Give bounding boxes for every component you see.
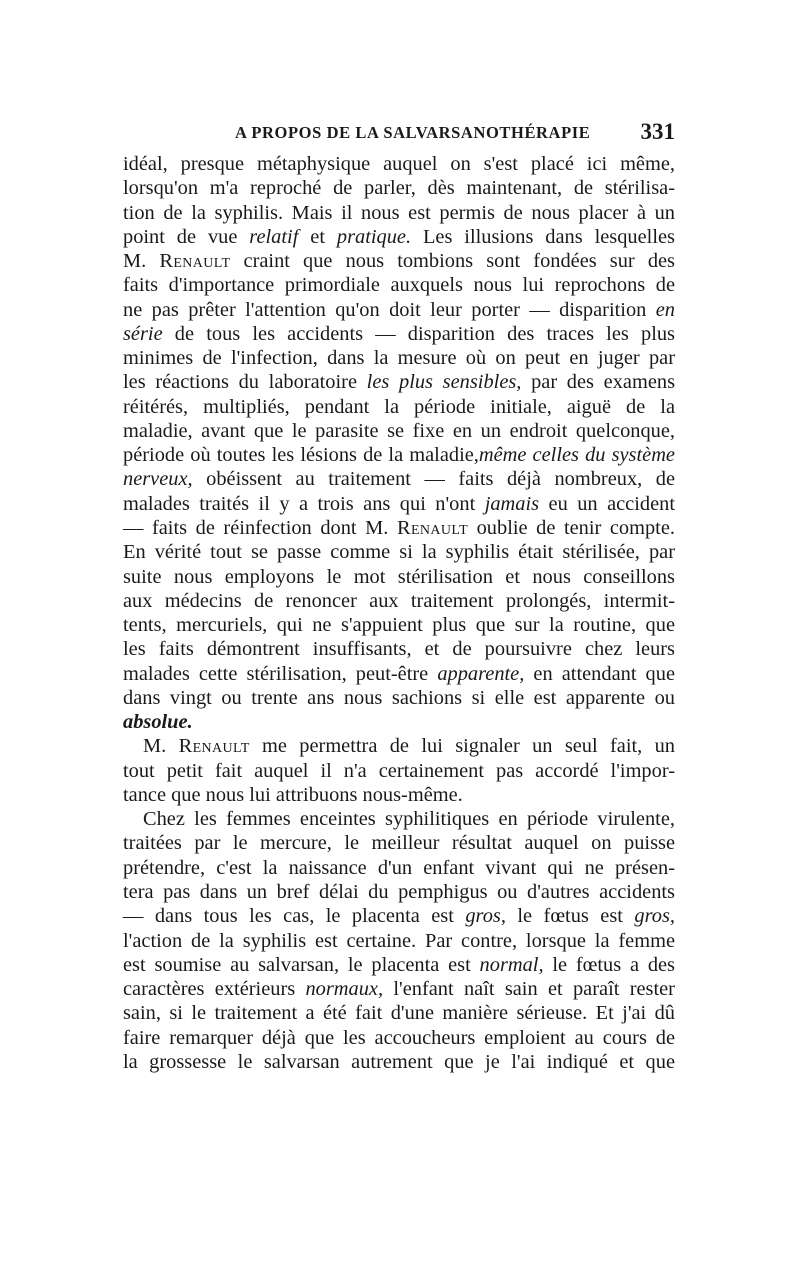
text-line: [123, 904, 675, 928]
text-run: M.: [123, 250, 160, 273]
italic-text: apparente,: [437, 662, 525, 685]
author-name: Renault: [159, 250, 231, 273]
text-line: tance que nous lui attribuons nous-même.: [123, 783, 463, 806]
text-run: de tous les accidents — disparition des traces les plus: [162, 322, 675, 345]
author-name: Renault: [178, 735, 250, 758]
running-title: A PROPOS DE LA SALVARSANOTHÉRAPIE: [235, 123, 591, 142]
italic-text: jamais: [484, 492, 540, 515]
text-line: faire remarquer déjà que les accoucheurs emploient au cours de: [123, 1026, 675, 1049]
text-line: [123, 322, 675, 346]
text-run: par des examens: [521, 371, 675, 394]
text-line: les faits démontrent insuffisants, et de poursuivre chez leurs: [123, 638, 675, 661]
italic-text: gros,: [465, 905, 506, 928]
italic-text: série: [123, 322, 163, 345]
text-line: En vérité tout se passe comme si la syphilis était stérilisée, par: [123, 541, 675, 564]
text-line: traitées par le mercure, le meilleur résultat auquel on puisse: [123, 832, 675, 855]
italic-text: même celles du système: [478, 444, 675, 467]
text-run: malades cette stérilisation, peut-être: [123, 662, 438, 685]
text-run: malades traités il y a trois ans qui n'ont: [123, 492, 485, 515]
text-run: est soumise au salvarsan, le placenta est: [123, 953, 480, 976]
text-line: [123, 516, 675, 540]
text-line: [123, 662, 675, 686]
text-line: idéal, presque métaphysique auquel on s'est placé ici même,: [123, 153, 675, 175]
text-line: [123, 225, 675, 249]
italic-text: normal,: [479, 953, 544, 976]
text-line: [123, 710, 675, 734]
text-run: ne pas prêter l'attention qu'on doit leur porter — disparition: [123, 298, 656, 321]
italic-text: relatif: [249, 225, 299, 248]
text-line: Chez les femmes enceintes syphilitiques en période virulente,: [143, 808, 675, 831]
italic-text: nerveux,: [123, 468, 193, 491]
text-run: le fœtus est: [505, 905, 635, 928]
text-run: — dans tous les cas, le placenta est: [123, 905, 466, 928]
text-line: aux médecins de renoncer aux traitement prolongés, intermit-: [123, 589, 675, 612]
text-line: faits d'importance primordiale auxquels nous lui reprochons de: [123, 274, 675, 297]
text-line: [123, 467, 675, 491]
text-line: minimes de l'infection, dans la mesure où on peut en juger par: [123, 347, 675, 370]
text-run: craint que nous tombions sont fondées sur des: [230, 250, 675, 273]
page-number: 331: [640, 119, 675, 144]
text-line: suite nous employons le mot stérilisation et nous conseillons: [123, 565, 675, 588]
text-line: [123, 953, 675, 977]
text-line: tion de la syphilis. Mais il nous est permis de nous placer à un: [123, 201, 675, 224]
bold-italic-text: absolue.: [123, 711, 193, 734]
italic-text: les plus sensibles,: [366, 371, 522, 394]
text-run: les réactions du laboratoire: [123, 371, 367, 394]
text-line: [123, 443, 675, 467]
text-line: [123, 492, 675, 516]
text-run: période où toutes les lésions de la maladie,: [123, 444, 479, 467]
text-run: point de vue: [123, 225, 250, 248]
text-line: l'action de la syphilis est certaine. Par contre, lorsque la femme: [123, 929, 675, 952]
text-line: lorsqu'on m'a reproché de parler, dès maintenant, de stérilisa-: [123, 177, 675, 200]
text-run: l'enfant naît sain et paraît rester: [383, 978, 675, 1001]
text-line: dans vingt ou trente ans nous sachions si elle est apparente ou: [123, 686, 675, 709]
text-run: le fœtus a des: [543, 953, 675, 976]
text-run: oublie de tenir compte.: [468, 516, 675, 539]
text-line: maladie, avant que le parasite se fixe en un endroit quelconque,: [123, 419, 675, 442]
text-run: — faits de réinfection dont M.: [123, 516, 397, 539]
text-line: réitérés, multipliés, pendant la période initiale, aiguë de la: [123, 395, 675, 418]
text-run: caractères extérieurs: [123, 978, 306, 1001]
text-run: M.: [143, 735, 179, 758]
text-run: me permettra de lui signaler un seul fait, un: [249, 735, 676, 758]
text-line: [123, 734, 675, 758]
italic-text: en: [655, 298, 675, 321]
running-head: [123, 117, 675, 147]
italic-text: normaux,: [305, 978, 384, 1001]
text-run: Les illusions dans lesquelles: [411, 225, 675, 248]
text-line: [123, 370, 675, 394]
text-line: [123, 977, 675, 1001]
text-run: en attendant que: [524, 662, 676, 685]
text-run: et: [298, 225, 337, 248]
text-line: tera pas dans un bref délai du pemphigus ou d'autres accidents: [123, 880, 675, 903]
author-name: Renault: [396, 516, 469, 539]
text-line: la grossesse le salvarsan autrement que je l'ai indiqué et que: [123, 1050, 675, 1073]
text-run: obéissent au traitement — faits déjà nombreux, de: [192, 468, 675, 491]
text-line: sain, si le traitement a été fait d'une manière sérieuse. Et j'ai dû: [123, 1002, 675, 1025]
text-run: eu un accident: [539, 492, 675, 515]
text-line: [123, 249, 675, 273]
text-line: tout petit fait auquel il n'a certainement pas accordé l'impor-: [123, 759, 675, 782]
text-line: [123, 298, 675, 322]
body-text: [123, 152, 675, 1074]
text-line: tents, mercuriels, qui ne s'appuient plus que sur la routine, que: [123, 614, 675, 637]
italic-text: pratique.: [336, 225, 412, 248]
italic-text: gros,: [634, 905, 675, 928]
text-line: prétendre, c'est la naissance d'un enfant vivant qui ne présen-: [123, 856, 675, 879]
